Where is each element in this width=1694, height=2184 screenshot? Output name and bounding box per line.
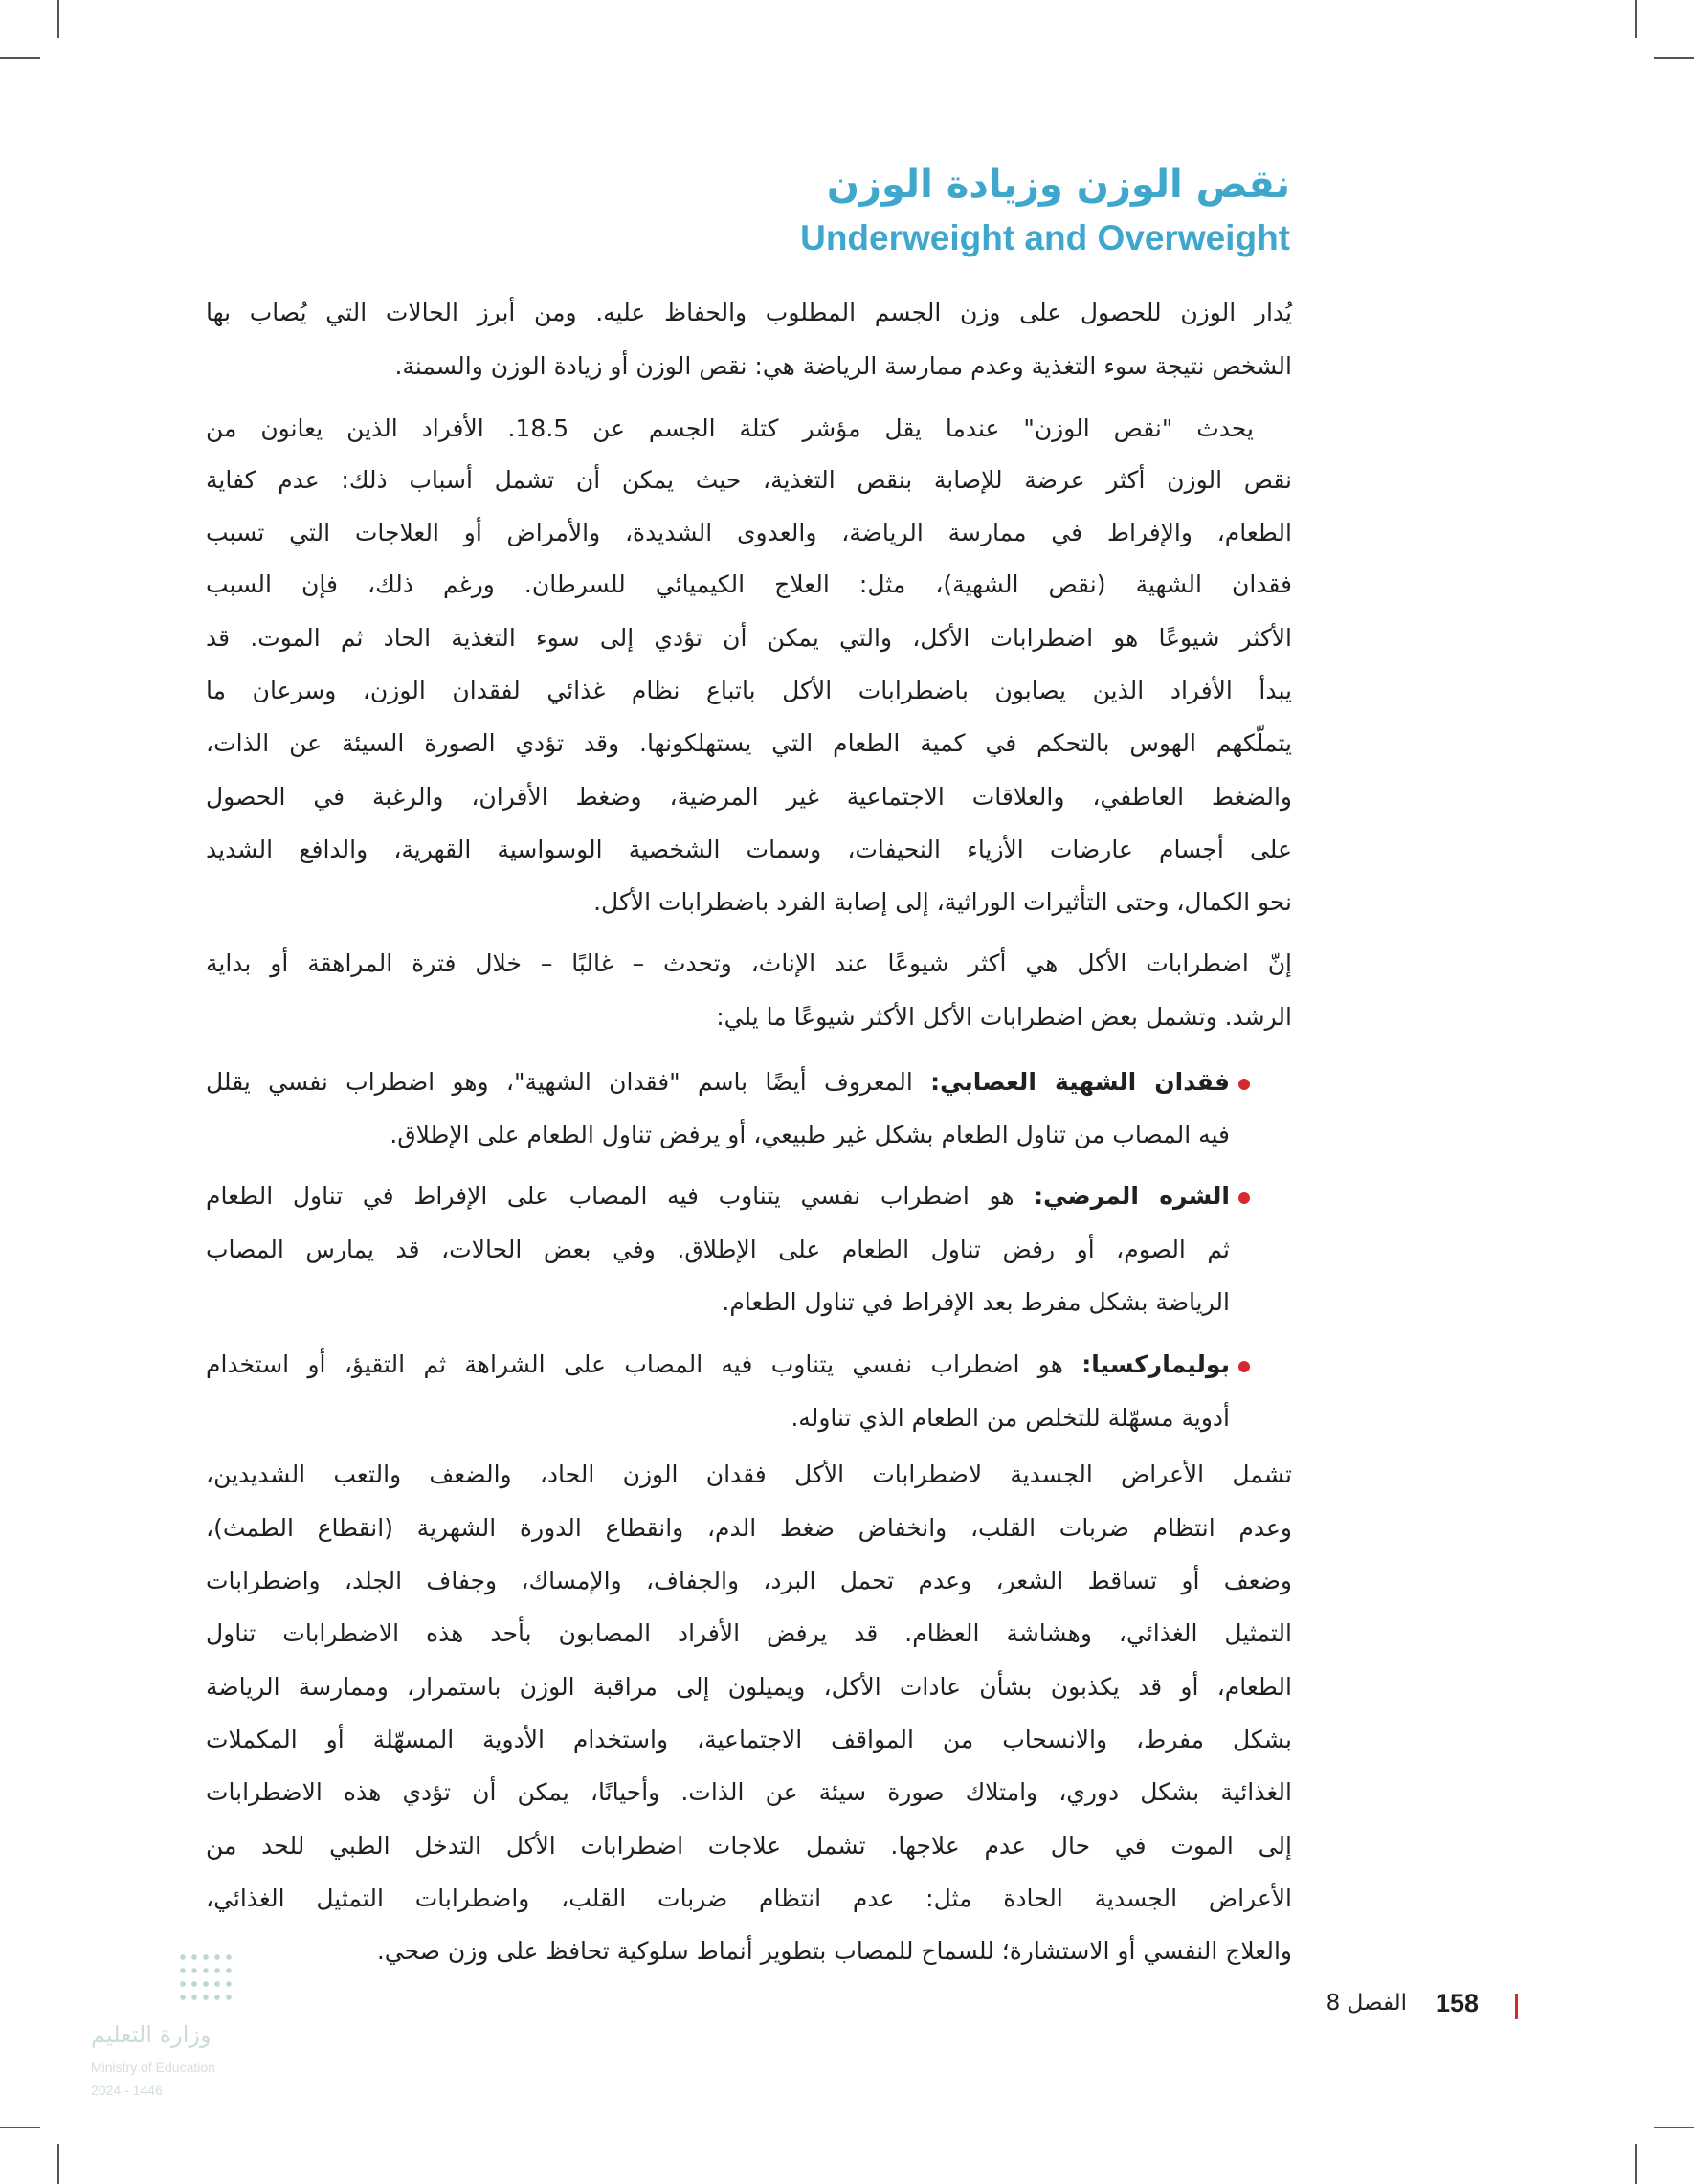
bullet-term: الشره المرضي: (1034, 1182, 1230, 1210)
text-line: يتملّكهم الهوس بالتحكم في كمية الطعام التي يستهلكونها. وقد تؤدي الصورة السيئة عن الذات، (206, 729, 1292, 757)
text-line: نحو الكمال، وحتى التأثيرات الوراثية، إلى إصابة الفرد باضطرابات الأكل. (593, 888, 1292, 916)
text-line: الغذائية بشكل دوري، وامتلاك صورة سيئة عن الذات. وأحيانًا، يمكن أن تؤدي هذه الاضطرابات (206, 1778, 1292, 1806)
text-line: إلى الموت في حال عدم علاجها. تشمل علاجات اضطرابات الأكل التدخل الطبي للحد من (206, 1832, 1292, 1860)
text-line: يبدأ الأفراد الذين يصابون باضطرابات الأكل باتباع نظام غذائي لفقدان الوزن، وسرعان ما (206, 677, 1292, 704)
crop-mark (1635, 0, 1637, 38)
text-line: نقص الوزن أكثر عرضة للإصابة بنقص التغذية، حيث يمكن أن تشمل أسباب ذلك: عدم كفاية (206, 466, 1292, 494)
text-line: الطعام، أو قد يكذبون بشأن عادات الأكل، ويميلون إلى مراقبة الوزن باستمرار، وممارسة الرياضة (206, 1673, 1292, 1701)
bullet-item-line (206, 1170, 1230, 1222)
crop-mark (1654, 57, 1694, 59)
crop-mark (0, 2127, 40, 2128)
crop-mark (1654, 2127, 1694, 2128)
crop-mark (1635, 2144, 1637, 2184)
bullet-item-line: فيه المصاب من تناول الطعام بشكل غير طبيعي، أو يرفض تناول الطعام على الإطلاق. (390, 1121, 1230, 1148)
logo-english-text: Ministry of Education (91, 2060, 215, 2075)
logo-year: 2024 - 1446 (91, 2083, 163, 2098)
bullet-term: فقدان الشهية العصابي: (930, 1068, 1231, 1096)
bullet-dot-icon (1238, 1079, 1250, 1090)
crop-mark (0, 57, 40, 59)
logo-arabic-text: وزارة التعليم (91, 2021, 212, 2048)
text-line: الأكثر شيوعًا هو اضطرابات الأكل، والتي يمكن أن تؤدي إلى سوء التغذية الحاد ثم الموت. قد (206, 624, 1292, 652)
section-title-arabic: نقص الوزن وزيادة الوزن (826, 163, 1290, 207)
page-number: 158 (1436, 1989, 1480, 2017)
crop-mark (57, 0, 59, 38)
text-line: التمثيل الغذائي، وهشاشة العظام. قد يرفض الأفراد المصابون بأحد هذه الاضطرابات تناول (206, 1619, 1292, 1647)
text-line: وعدم انتظام ضربات القلب، وانخفاض ضغط الدم، وانقطاع الدورة الشهرية (انقطاع الطمث)، (206, 1514, 1292, 1542)
chapter-label: الفصل 8 (1326, 1991, 1407, 2016)
bullet-dot-icon (1238, 1361, 1250, 1372)
text-line: يحدث "نقص الوزن" عندما يقل مؤشر كتلة الجسم عن 18.5. الأفراد الذين يعانون من (206, 414, 1254, 442)
bullet-item-line (206, 1057, 1230, 1108)
text-line: فقدان الشهية (نقص الشهية)، مثل: العلاج الكيميائي للسرطان. ورغم ذلك، فإن السبب (206, 570, 1292, 598)
text-line: والعلاج النفسي أو الاستشارة؛ للسماح للمصاب بتطوير أنماط سلوكية تحافظ على وزن صحي. (376, 1937, 1292, 1965)
text-line: الأعراض الجسدية الحادة مثل: عدم انتظام ضربات القلب، واضطرابات التمثيل الغذائي، (206, 1884, 1292, 1912)
bullet-definition: هو اضطراب نفسي يتناوب فيه المصاب على الإفراط في تناول الطعام (206, 1182, 1035, 1210)
text-line: الطعام، والإفراط في ممارسة الرياضة، والعدوى الشديدة، والأمراض أو العلاجات التي تسبب (206, 519, 1292, 546)
text-line: بشكل مفرط، والانسحاب من المواقف الاجتماعية، واستخدام الأدوية المسهّلة أو المكملات (206, 1726, 1292, 1753)
text-line: وضعف أو تساقط الشعر، وعدم تحمل البرد، والجفاف، والإمساك، وجفاف الجلد، واضطرابات (206, 1567, 1292, 1594)
text-line: إنّ اضطرابات الأكل هي أكثر شيوعًا عند الإناث، وتحدث – غالبًا – خلال فترة المراهقة أو بداية (206, 949, 1292, 977)
section-title-english: Underweight and Overweight (800, 218, 1290, 257)
logo-dots-icon (177, 1950, 234, 2008)
bullet-item-line: ثم الصوم، أو رفض تناول الطعام على الإطلاق. وفي بعض الحالات، قد يمارس المصاب (206, 1236, 1230, 1263)
text-line: والضغط العاطفي، والعلاقات الاجتماعية غير المرضية، وضغط الأقران، والرغبة في الحصول (206, 783, 1292, 811)
bullet-definition: المعروف أيضًا باسم "فقدان الشهية"، وهو اضطراب نفسي يقلل (206, 1068, 931, 1096)
text-line: يُدار الوزن للحصول على وزن الجسم المطلوب والحفاظ عليه. ومن أبرز الحالات التي يُصاب بها (206, 299, 1292, 326)
text-line: على أجسام عارضات الأزياء النحيفات، وسمات الشخصية الوسواسية القهرية، والدافع الشديد (206, 836, 1292, 863)
bullet-term: بوليماركسيا: (1081, 1350, 1230, 1378)
bullet-definition: هو اضطراب نفسي يتناوب فيه المصاب على الشراهة ثم التقيؤ، أو استخدام (206, 1350, 1082, 1378)
bullet-dot-icon (1238, 1192, 1250, 1204)
text-line: تشمل الأعراض الجسدية لاضطرابات الأكل فقدان الوزن الحاد، والضعف والتعب الشديدين، (206, 1460, 1292, 1488)
footer-divider (1515, 1994, 1518, 2019)
text-line: الرشد. وتشمل بعض اضطرابات الأكل الأكثر شيوعًا ما يلي: (716, 1003, 1292, 1031)
text-line: الشخص نتيجة سوء التغذية وعدم ممارسة الرياضة هي: نقص الوزن أو زيادة الوزن والسمنة. (394, 352, 1292, 380)
bullet-item-line (206, 1339, 1230, 1391)
bullet-item-line: الرياضة بشكل مفرط بعد الإفراط في تناول الطعام. (722, 1288, 1230, 1316)
bullet-item-line: أدوية مسهّلة للتخلص من الطعام الذي تناوله. (791, 1404, 1230, 1432)
crop-mark (57, 2144, 59, 2184)
